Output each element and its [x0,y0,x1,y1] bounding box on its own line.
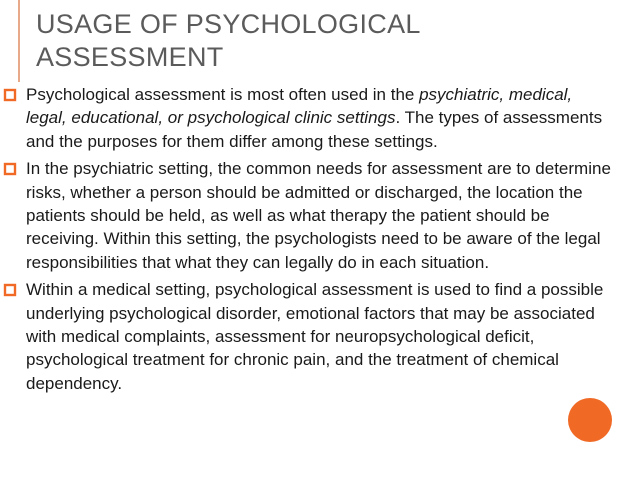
slide-title-line-1: USAGE OF PSYCHOLOGICAL [36,9,421,39]
orange-hollow-square-bullet-icon [1,160,19,178]
bullet-text-italic: psychiatric, medical, legal, educational, or psychological clinic settings [26,85,573,128]
bullet-text-lead: Psychological assessment is most often used in the [26,85,420,104]
bullet-text: Within a medical setting, psychological assessment is used to find a possible underlying psychological disorder, emotional factors that may be associated with medical complaints, assessment for neuropsychological deficit, psychological treatment for chronic pain, and the treatment of chemical dependency. [26,280,604,393]
orange-hollow-square-bullet-icon [1,86,19,104]
slide-title-line-2: ASSESSMENT [36,42,224,72]
bullet-item [0,157,638,274]
bullet-item [0,83,638,153]
bullet-text [26,85,602,151]
bullet-text-tail: . The types of assessments and the purposes for them differ among these settings. [26,108,603,151]
orange-circle-decoration [568,398,612,442]
bullet-item [0,278,638,395]
orange-hollow-square-bullet-icon [1,281,19,299]
slide-title [36,8,596,74]
bullet-list [0,83,638,399]
bullet-text: In the psychiatric setting, the common needs for assessment are to determine risks, whether a person should be admitted or discharged, the location the patients should be held, as well as what therapy the patient should be receiving. Within this setting, the psychologists need to be aware of the legal responsibilities that what they can legally do in each situation. [26,159,611,272]
title-accent-line [18,0,20,82]
